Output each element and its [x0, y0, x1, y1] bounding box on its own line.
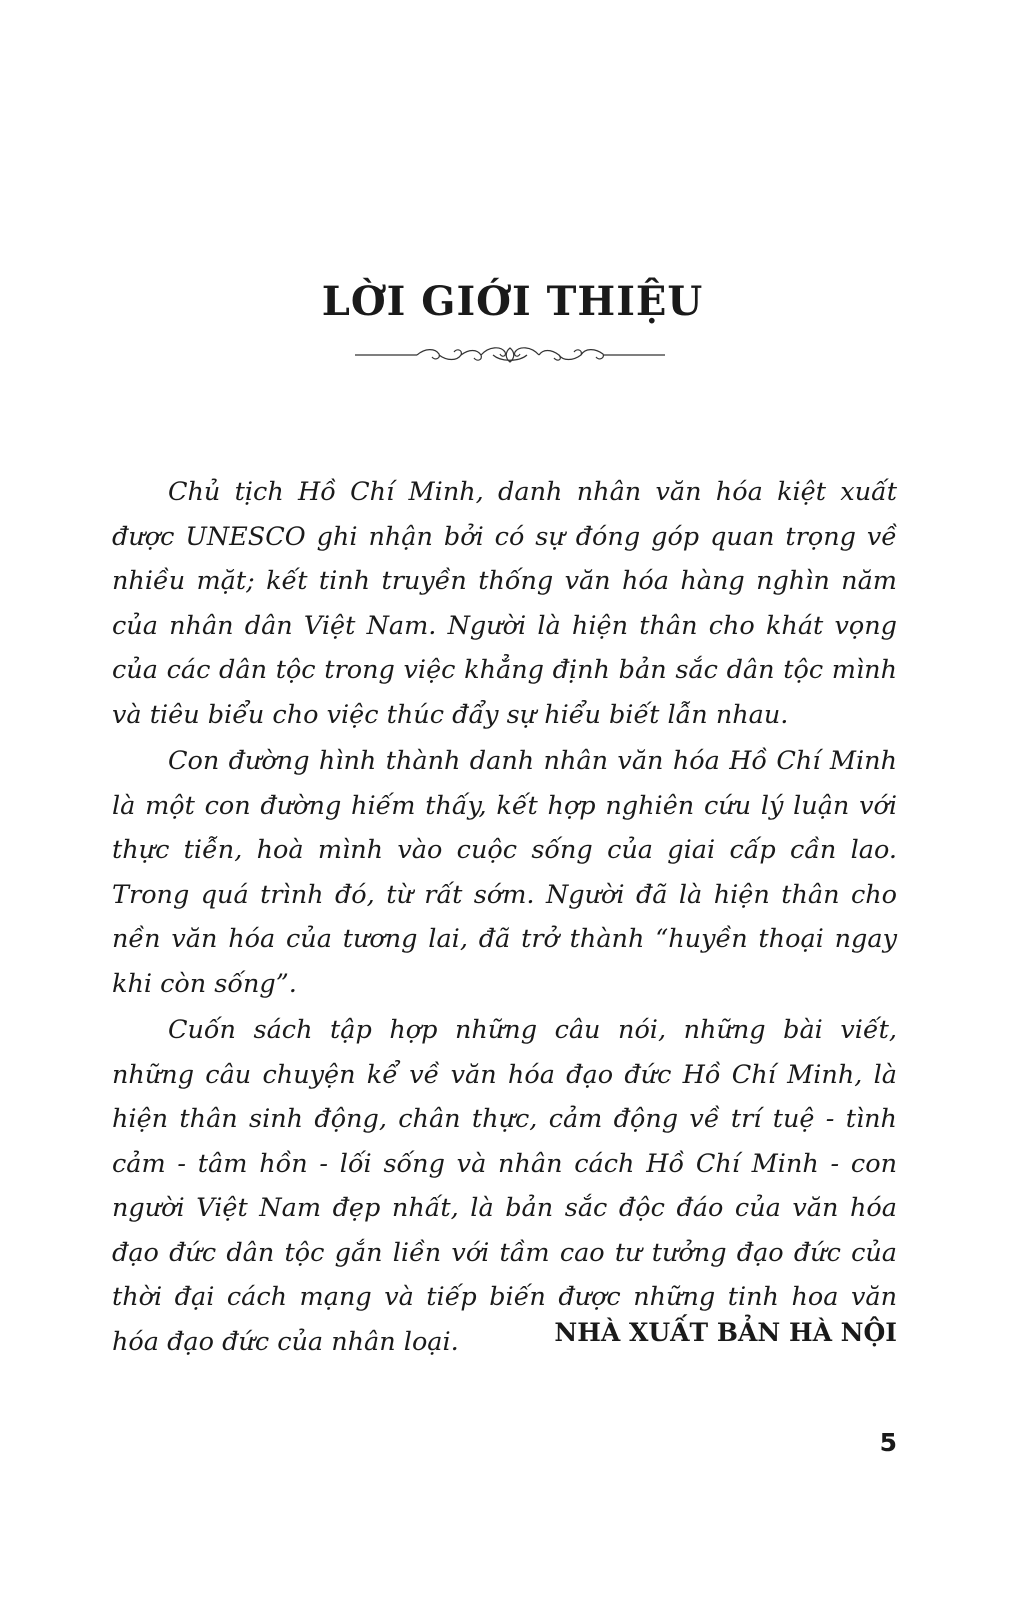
paragraph: Con đường hình thành danh nhân văn hóa Hồ Chí Minh là một con đường hiếm thấy, kết hợp nghiên cứu lý luận với thực tiễn, hoà mình vào cuộc sống của giai cấp cần lao. Trong quá trình đó, từ rất sớm. Người đã là hiện thân cho nền văn hóa của tương lai, đã trở thành “huyền thoại ngay khi còn sống”.: [112, 746, 897, 999]
page-number: 5: [879, 1428, 897, 1457]
page-title: LỜI GIỚI THIỆU: [321, 278, 704, 325]
publisher-signature: NHÀ XUẤT BẢN HÀ NỘI: [554, 1318, 897, 1347]
paragraph: Cuốn sách tập hợp những câu nói, những bài viết, những câu chuyện kể về văn hóa đạo đức Hồ Chí Minh, là hiện thân sinh động, chân thực, cảm động về trí tuệ - tình cảm - tâm hồn - lối sống và nhân cách Hồ Chí Minh - con người Việt Nam đẹp nhất, là bản sắc độc đáo của văn hóa đạo đức dân tộc gắn liền với tầm cao tư tưởng đạo đức của thời đại cách mạng và tiếp biến được những tinh hoa văn hóa đạo đức của nhân loại.: [112, 1015, 897, 1357]
paragraph: Chủ tịch Hồ Chí Minh, danh nhân văn hóa kiệt xuất được UNESCO ghi nhận bởi có sự đóng góp quan trọng về nhiều mặt; kết tinh truyền thống văn hóa hàng nghìn năm của nhân dân Việt Nam. Người là hiện thân cho khát vọng của các dân tộc trong việc khẳng định bản sắc dân tộc mình và tiêu biểu cho việc thúc đẩy sự hiểu biết lẫn nhau.: [112, 477, 897, 730]
body-text: [112, 470, 897, 1366]
ornament-divider-icon: [355, 340, 665, 370]
